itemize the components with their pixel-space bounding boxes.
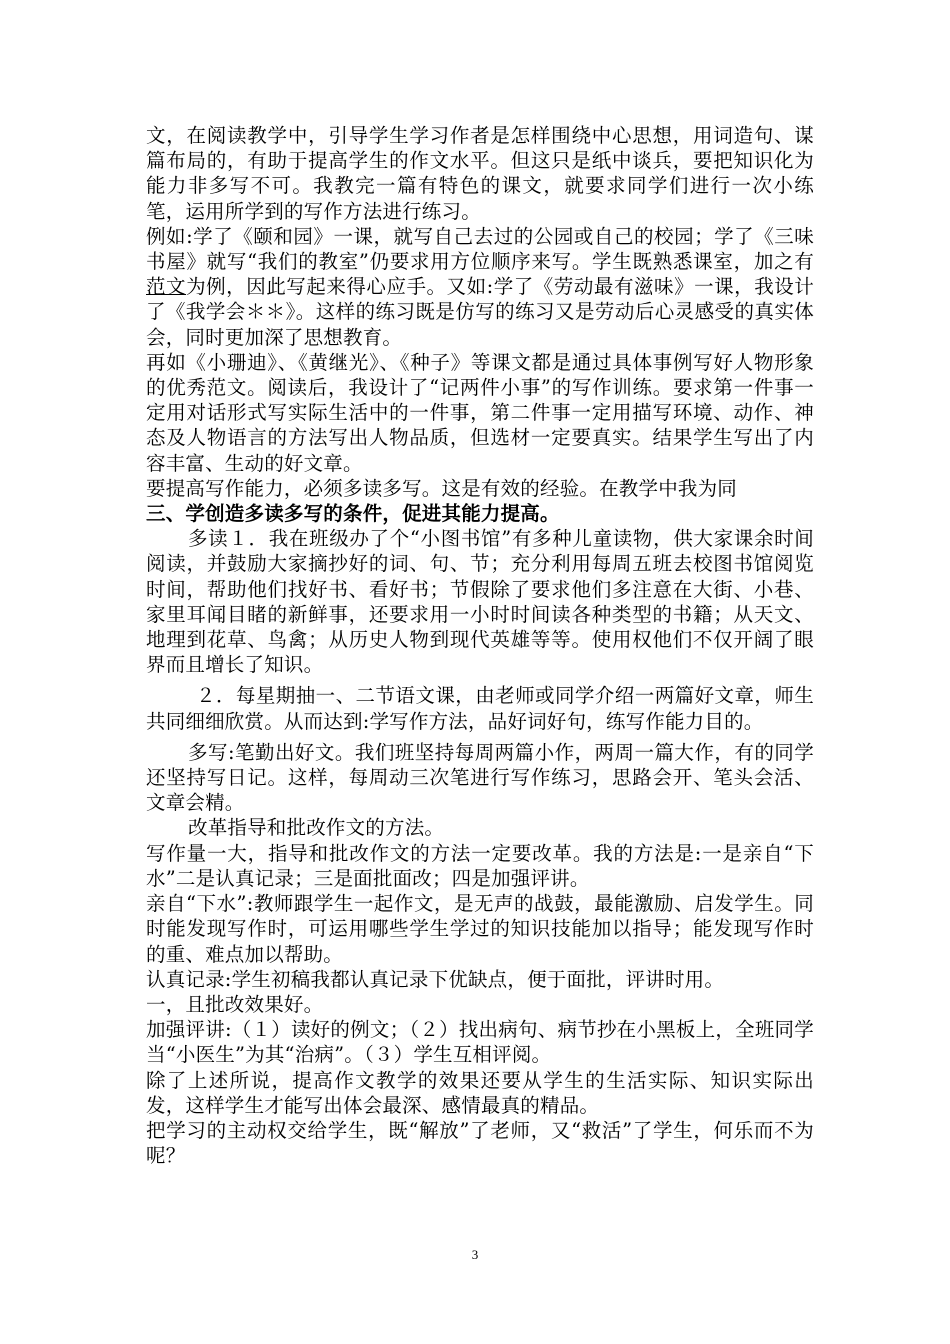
paragraph-closing: 把学习的主动权交给学生，既“解放”了老师，又“救活”了学生，何乐而不为呢？: [146, 1118, 814, 1168]
paragraph-example-summer-palace: [146, 224, 814, 350]
paragraph-record: 认真记录:学生初稿我都认真记录下优缺点，便于面批，评讲时用。: [146, 967, 725, 991]
paragraph-text: 例如:学了《颐和园》一课，就写自己去过的公园或自己的校园；学了《三味书屋》就写“我们的教室”仍要求用方位顺序来写。学生既熟悉课室，加之有: [146, 224, 814, 274]
document-body: [146, 123, 814, 1168]
paragraph-teacher-writes: 亲自“下水”:教师跟学生一起作文，是无声的战鼓，最能激励、启发学生。同时能发现写作时，可运用哪些学生学过的知识技能加以指导；能发现写作时的重、难点加以帮助。: [146, 892, 814, 966]
page-number: 3: [471, 1247, 479, 1262]
paragraph-write-more: 多写:笔勤出好文。我们班坚持每周两篇小作，两周一篇大作，有的同学还坚持写日记。这样，每周动三次笔进行写作练习，思路会开、笔头会活、文章会精。: [146, 740, 814, 815]
paragraph-read-more: 多读１．我在班级办了个“小图书馆”有多种儿童读物，供大家课余时间阅读，并鼓励大家摘抄好的词、句、节；充分利用每周五班去校图书馆阅览时间，帮助他们找好书、看好书；节假除了要求他们多注意在大街、小巷、家里耳闻目睹的新鲜事，还要求用一小时时间读各种类型的书籍；从天文、地理到花草、鸟禽；从历史人物到现代英雄等等。使用权他们不仅开阔了眼界而且增长了知识。: [146, 527, 814, 677]
paragraph-review: 加强评讲:（１）读好的例文；（２）找出病句、病节抄在小黑板上，全班同学当“小医生”为其“治病”。（３）学生互相评阅。: [146, 1018, 814, 1067]
paragraph-text: 为例，因此写起来得心应手。又如:学了《劳动最有滋味》一课，我设计了《我学会＊＊》。这样的练习既是仿写的练习又是劳动后心灵感受的真实体会，同时更加深了思想教育。: [146, 275, 814, 349]
paragraph-reform-methods: 写作量一大，指导和批改作文的方法一定要改革。我的方法是:一是亲自“下水”二是认真记录；三是面批面改；四是加强评讲。: [146, 841, 814, 890]
paragraph-reform-heading: 改革指导和批改作文的方法。: [188, 816, 445, 840]
paragraph-effect: 一，且批改效果好。: [146, 992, 324, 1016]
underlined-term: 范文: [146, 275, 187, 299]
section-heading: 三、学创造多读多写的条件，促进其能力提高。: [146, 502, 560, 526]
paragraph-read-write: 要提高写作能力，必须多读多写。这是有效的经验。在教学中我为同: [146, 476, 738, 500]
paragraph-conclusion: 除了上述所说，提高作文教学的效果还要从学生的生活实际、知识实际出发，这样学生才能写出体会最深、感情最真的精品。: [146, 1068, 814, 1117]
paragraph-weekly-class: ２．每星期抽一、二节语文课，由老师或同学介绍一两篇好文章，师生共同细细欣赏。从而达到:学写作方法，品好词好句，练写作能力目的。: [146, 684, 814, 733]
paragraph-example-characters: 再如《小珊迪》、《黄继光》、《种子》等课文都是通过具体事例写好人物形象的优秀范文。阅读后，我设计了“记两件小事”的写作训练。要求第一件事一定用对话形式写实际生活中的一件事，第二件事一定用描写环境、动作、神态及人物语言的方法写出人物品质，但选材一定要真实。结果学生写出了内容丰富、生动的好文章。: [146, 350, 814, 475]
paragraph-reading-teaching: 文，在阅读教学中，引导学生学习作者是怎样围绕中心思想，用词造句、谋篇布局的，有助于提高学生的作文水平。但这只是纸中谈兵，要把知识化为能力非多写不可。我教完一篇有特色的课文，就要求同学们进行一次小练笔，运用所学到的写作方法进行练习。: [146, 124, 814, 223]
